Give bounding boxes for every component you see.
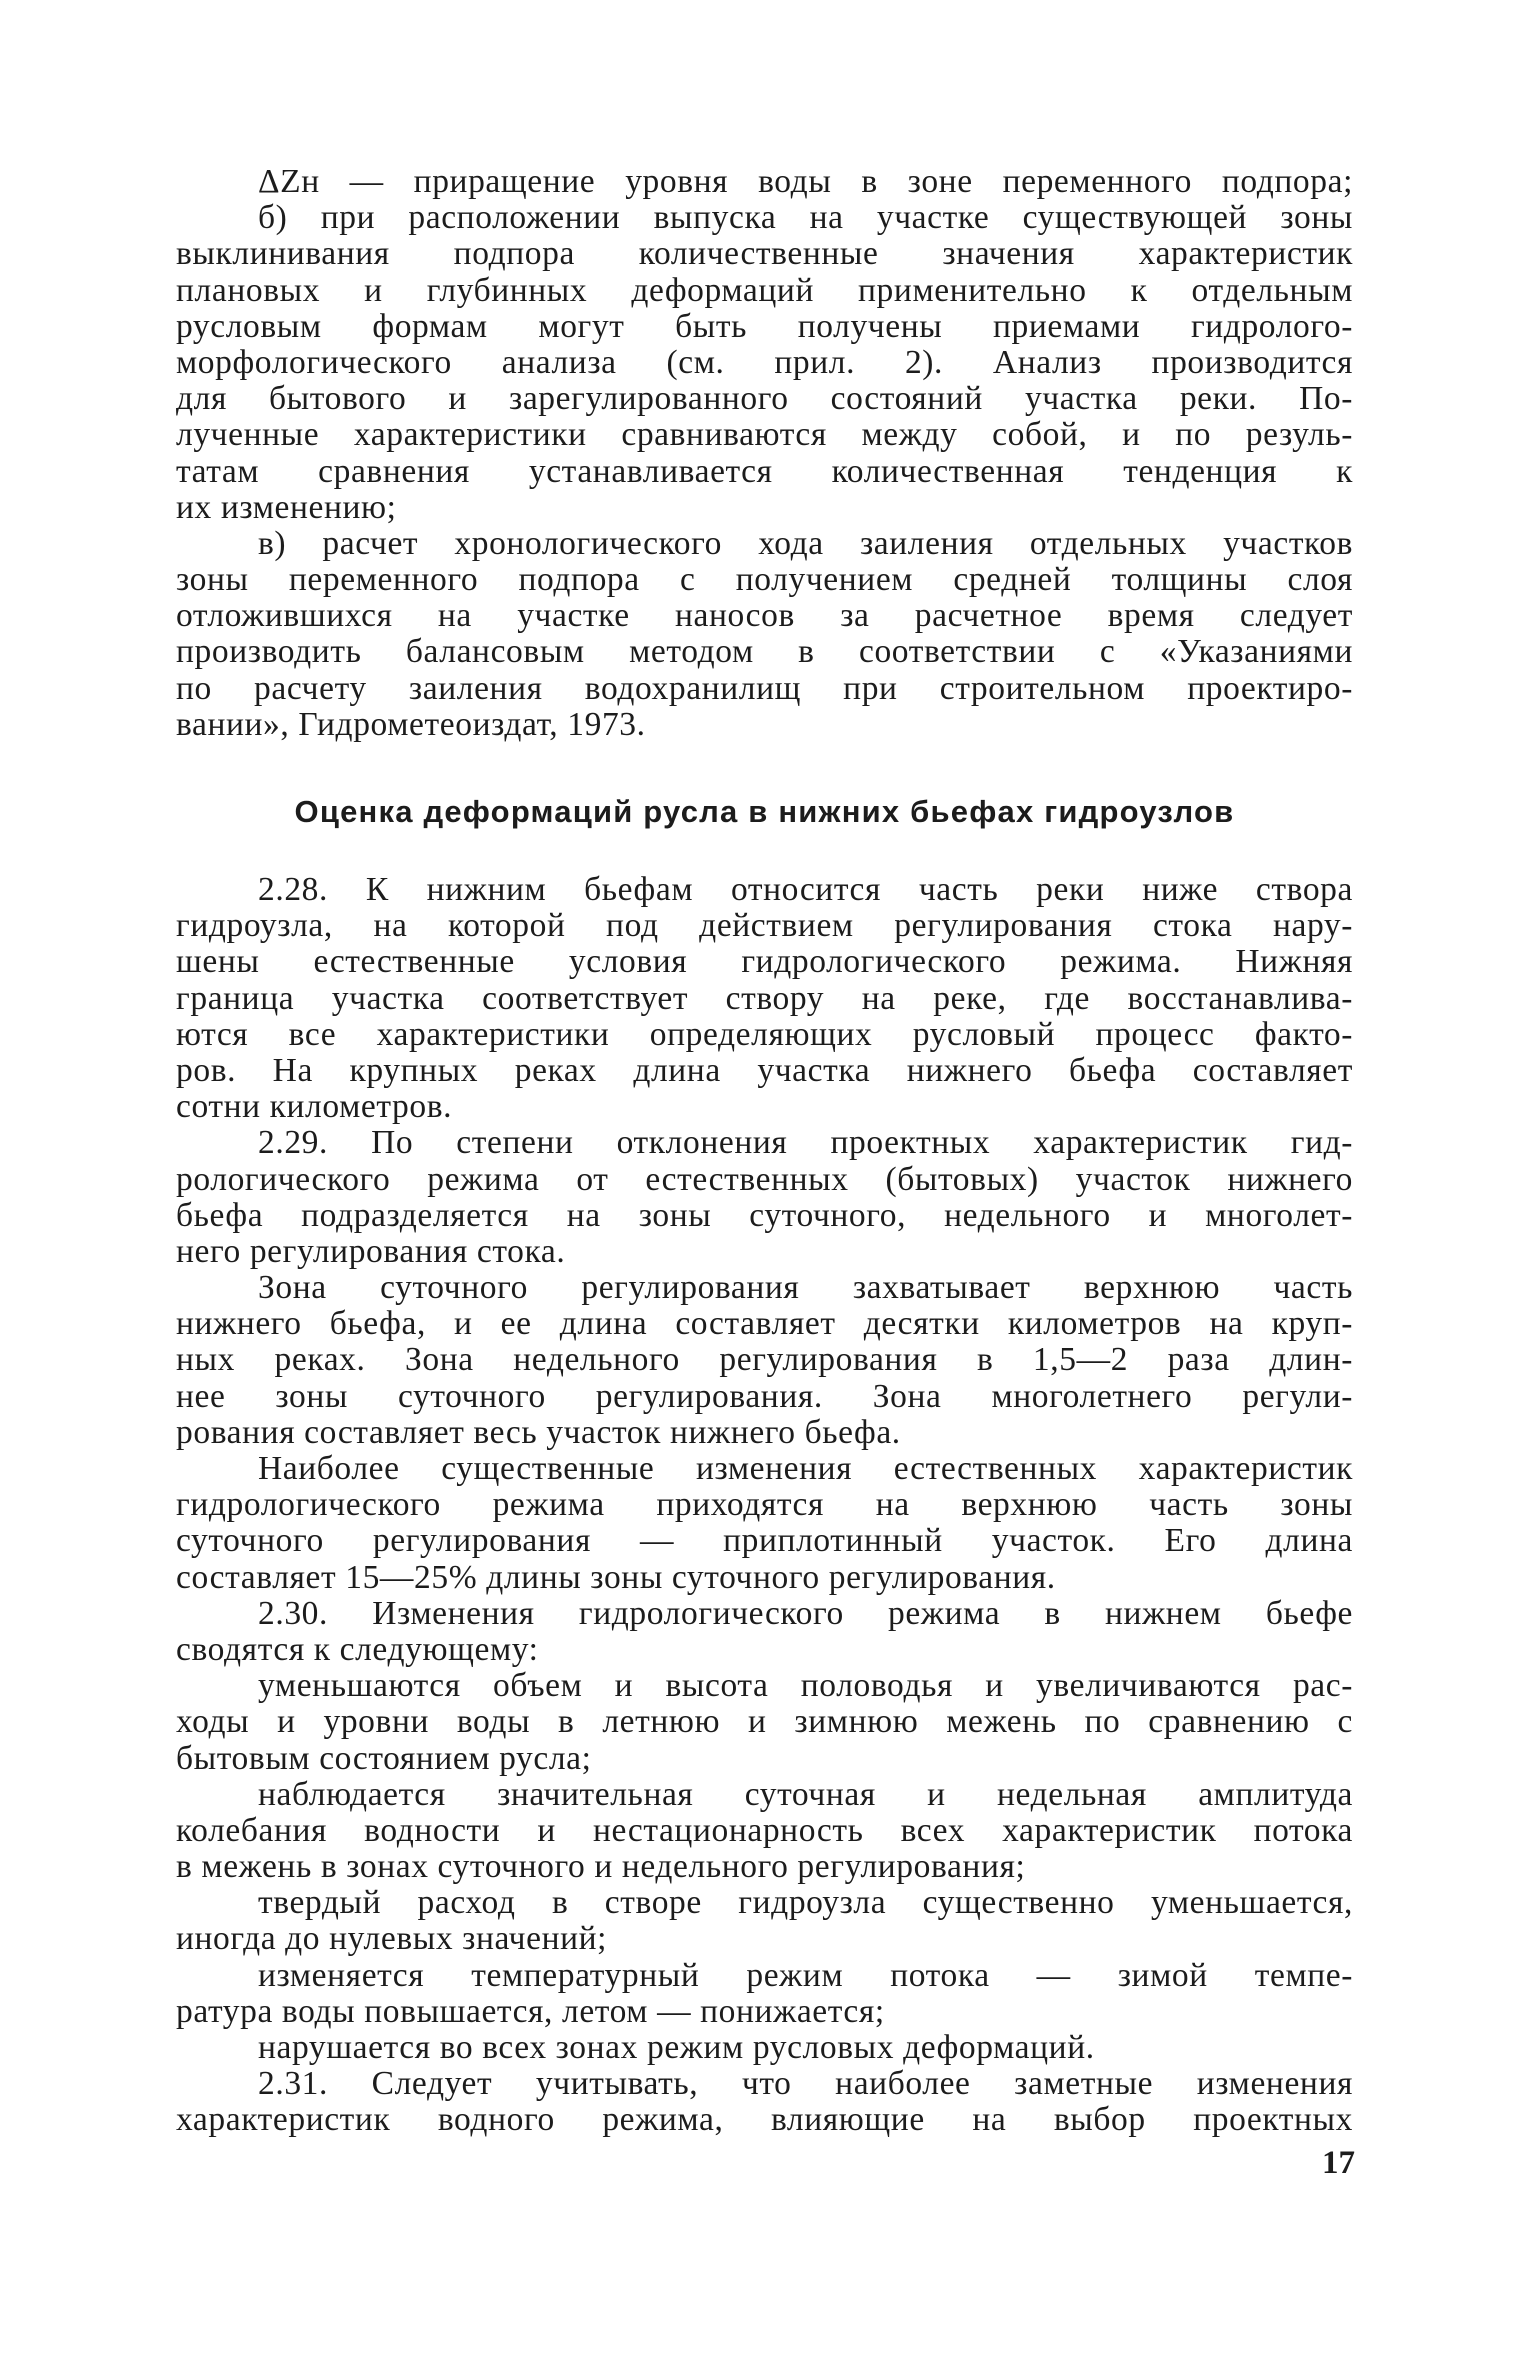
text-line: Зона суточного регулирования захватывает верхнюю часть <box>258 1269 1353 1307</box>
text-line: Наиболее существенные изменения естественных характеристик <box>258 1450 1353 1487</box>
text-line: него регулирования стока. <box>176 1232 566 1270</box>
text-line: сотни километров. <box>176 1088 453 1126</box>
text-line: их изменению; <box>176 488 397 526</box>
text-line: производить балансовым методом в соответствии с «Указаниями <box>176 633 1353 671</box>
text-line: граница участка соответствует створу на реке, где восстанавлива- <box>176 979 1353 1017</box>
text-line: иногда до нулевых значений; <box>176 1920 608 1958</box>
text-block-main <box>176 872 1353 2139</box>
text-line: гидрологического режима приходятся на верхнюю часть зоны <box>176 1486 1353 1524</box>
text-line: нижнего бьефа, и ее длина составляет десятки километров на круп- <box>176 1305 1353 1343</box>
text-line: выклинивания подпора количественные значения характеристик <box>176 235 1353 273</box>
text-line: шены естественные условия гидрологического режима. Нижняя <box>176 943 1353 981</box>
text-line: 2.28. К нижним бьефам относится часть реки ниже створа <box>258 871 1353 908</box>
text-line: в) расчет хронологического хода заиления отдельных участков <box>258 524 1353 562</box>
text-line: вании», Гидрометеоиздат, 1973. <box>176 705 646 743</box>
text-line: отложившихся на участке наносов за расчетное время следует <box>176 597 1353 635</box>
text-line: нарушается во всех зонах режим русловых деформаций. <box>258 2029 1095 2066</box>
text-line: рования составляет весь участок нижнего бьефа. <box>176 1413 901 1451</box>
text-line: колебания водности и нестационарность всех характеристик потока <box>176 1811 1353 1849</box>
text-line: ных реках. Зона недельного регулирования в 1,5—2 раза длин- <box>176 1341 1353 1379</box>
text-line: по расчету заиления водохранилищ при строительном проектиро- <box>176 669 1353 707</box>
text-line: ются все характеристики определяющих русловый процесс факто- <box>176 1015 1353 1053</box>
text-line: твердый расход в створе гидроузла существенно уменьшается, <box>258 1884 1353 1922</box>
text-line: изменяется температурный режим потока — зимой темпе- <box>258 1956 1353 1994</box>
text-line: составляет 15—25% длины зоны суточного регулирования. <box>176 1558 1056 1596</box>
text-line: русловым формам могут быть получены приемами гидролого- <box>176 307 1353 345</box>
text-line: для бытового и зарегулированного состояний участка реки. По- <box>176 380 1353 418</box>
text-line: уменьшаются объем и высота половодья и увеличиваются рас- <box>258 1667 1353 1705</box>
text-line: б) при расположении выпуска на участке существующей зоны <box>258 199 1353 237</box>
text-block-top <box>176 164 1353 743</box>
text-line: сводятся к следующему: <box>176 1630 539 1668</box>
text-line: бытовым состоянием русла; <box>176 1739 592 1777</box>
text-line: ратура воды повышается, летом — понижается; <box>176 1992 885 2030</box>
text-line: рологического режима от естественных (бытовых) участок нижнего <box>176 1160 1353 1198</box>
text-line: морфологического анализа (см. прил. 2). Анализ производится <box>176 343 1353 381</box>
section-heading: Оценка деформаций русла в нижних бьефах гидроузлов <box>294 794 1235 829</box>
page-number: 17 <box>1322 2145 1355 2181</box>
text-line: гидроузла, на которой под действием регулирования стока нару- <box>176 907 1353 945</box>
text-line: ΔZн — приращение уровня воды в зоне переменного подпора; <box>258 163 1353 200</box>
text-line: 2.30. Изменения гидрологического режима в нижнем бьефе <box>258 1594 1353 1632</box>
text-line: татам сравнения устанавливается количественная тенденция к <box>176 452 1353 490</box>
text-line: плановых и глубинных деформаций применительно к отдельным <box>176 271 1353 309</box>
text-line: ходы и уровни воды в летнюю и зимнюю межень по сравнению с <box>176 1703 1353 1741</box>
text-line: в межень в зонах суточного и недельного регулирования; <box>176 1848 1026 1886</box>
text-line: 2.31. Следует учитывать, что наиболее заметные изменения <box>258 2065 1353 2103</box>
text-line: бьефа подразделяется на зоны суточного, недельного и многолет- <box>176 1196 1353 1234</box>
text-line: 2.29. По степени отклонения проектных характеристик гид- <box>258 1124 1353 1162</box>
text-line: характеристик водного режима, влияющие на выбор проектных <box>176 2101 1353 2139</box>
text-line: суточного регулирования — приплотинный участок. Его длина <box>176 1522 1353 1560</box>
text-line: нее зоны суточного регулирования. Зона многолетнего регули- <box>176 1377 1353 1415</box>
text-line: лученные характеристики сравниваются между собой, и по резуль- <box>176 416 1353 454</box>
text-line: зоны переменного подпора с получением средней толщины слоя <box>176 561 1353 599</box>
text-line: ров. На крупных реках длина участка нижнего бьефа составляет <box>176 1051 1353 1089</box>
text-line: наблюдается значительная суточная и недельная амплитуда <box>258 1775 1353 1813</box>
